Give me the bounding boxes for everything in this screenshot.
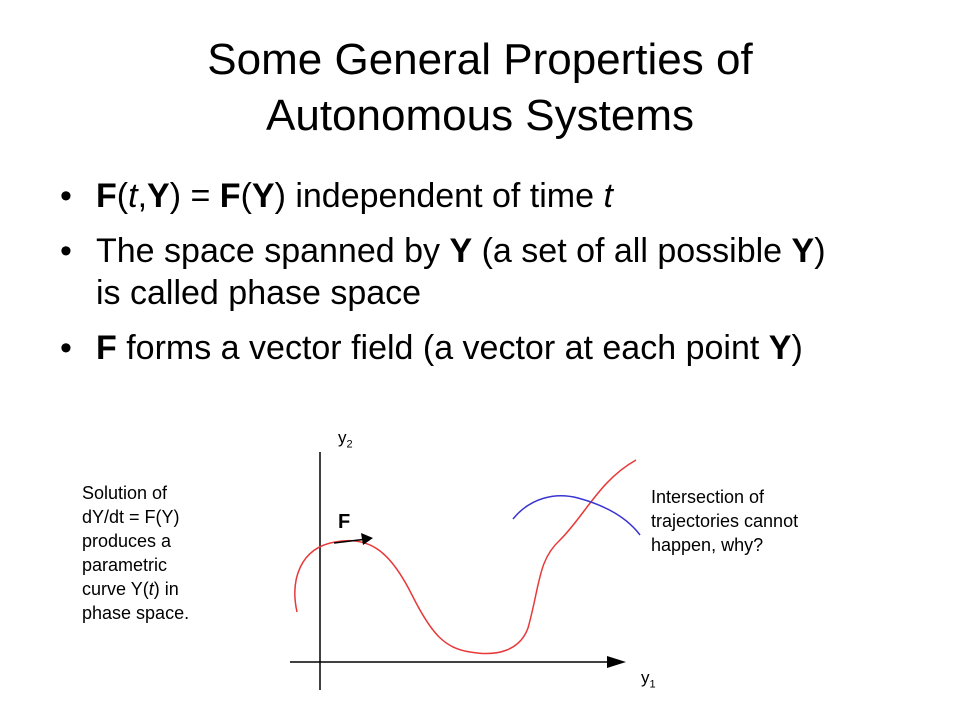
trajectory-other	[513, 496, 640, 535]
vector-f-label: F	[338, 511, 351, 533]
solution-note-line: parametric	[82, 555, 168, 575]
bullet-text: ) =	[169, 177, 220, 215]
bullet-text: Y	[791, 232, 815, 270]
solution-note-line: dY/dt = F(Y)	[82, 507, 180, 527]
bullet-text: Y	[768, 329, 792, 367]
bullet-text: ) is called phase space	[96, 232, 826, 312]
bullet-text: F	[219, 177, 241, 215]
y2-axis-label: $y_2$	[338, 428, 353, 451]
bullet-text: ) independent of time	[274, 177, 604, 215]
solution-note-line: curve Y(	[82, 579, 149, 599]
solution-note-italic-t: t	[148, 579, 154, 599]
intersection-note-line: trajectories cannot	[651, 511, 799, 531]
intersection-note-line: happen, why?	[651, 535, 764, 555]
bullet-text: F	[96, 177, 117, 215]
bullet-text: The space spanned by	[96, 232, 450, 270]
bullet-dot-icon: •	[60, 232, 72, 270]
bullet-text: Y	[251, 177, 275, 215]
bullet-text: (	[240, 177, 252, 215]
solution-note-line: phase space.	[82, 603, 190, 623]
title-line-1: Some General Properties of	[207, 35, 753, 84]
bullet-dot-icon: •	[60, 329, 72, 367]
solution-note-line: produces a	[82, 531, 172, 551]
intersection-note-line: Intersection of	[651, 487, 765, 507]
bullet-text: Y	[449, 232, 473, 270]
bullet-text: t	[128, 177, 138, 215]
bullet-dot-icon: •	[60, 177, 72, 215]
title-line-2: Autonomous Systems	[266, 91, 694, 140]
y1-axis-arrowhead	[607, 656, 626, 668]
bullet-text: forms a vector field (a vector at each point	[116, 329, 769, 367]
trajectory-main	[295, 460, 636, 654]
bullet-text: (	[116, 177, 129, 215]
bullet-text: ,	[137, 177, 148, 215]
bullet-text: Y	[147, 177, 170, 215]
solution-note-line: Solution of	[82, 483, 168, 503]
bullet-text: t	[603, 177, 613, 215]
bullet-text: )	[791, 329, 803, 367]
bullet-text: (a set of all possible	[472, 232, 792, 270]
y1-axis-label: $y_1$	[641, 668, 656, 691]
bullet-text: F	[96, 329, 117, 367]
solution-note-line: ) in	[153, 579, 179, 599]
